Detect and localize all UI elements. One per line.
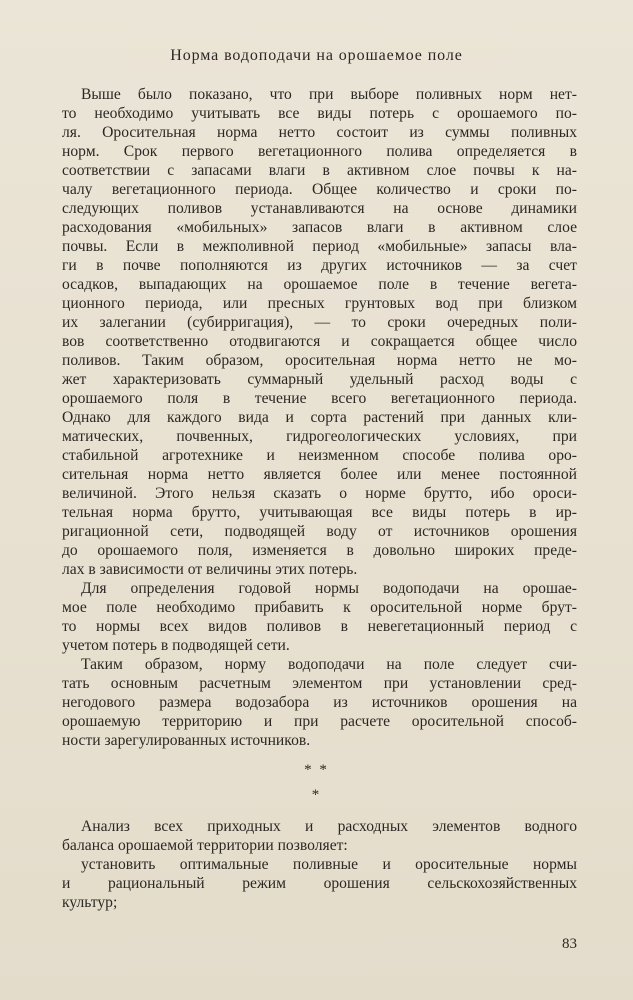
text-line: Анализ всех приходных и расходных элементов водного (81, 818, 577, 835)
text-line: поливов. Таким образом, оросительная норма нетто не мо- (62, 352, 577, 369)
text-line: лах в зависимости от величины этих потерь. (62, 561, 358, 578)
text-line: орошаемую территорию и при расчете оросительной способ- (62, 713, 577, 730)
text-line: чалу вегетационного периода. Общее количество и сроки по- (62, 181, 577, 198)
section-divider-stars-bottom: * (311, 787, 322, 803)
text-line: орошаемого поля в течение всего вегетационного периода. (62, 390, 577, 407)
text-line: ля. Оросительная норма нетто состоит из суммы поливных (62, 124, 577, 141)
section-divider-stars-top: * * (304, 762, 329, 778)
text-line: Выше было показано, что при выборе поливных норм нет- (81, 86, 577, 103)
section-title: Норма водоподачи на орошаемое поле (170, 47, 463, 64)
text-line: установить оптимальные поливные и оросительные нормы (81, 856, 577, 873)
text-line: почвы. Если в межполивной период «мобильные» запасы вла- (62, 238, 577, 255)
text-line: вов соответственно отодвигаются и сокращается общее число (62, 333, 577, 350)
text-line: норм. Срок первого вегетационного полива определяется в (62, 143, 577, 160)
text-line: баланса орошаемой территории позволяет: (62, 837, 348, 854)
text-line: матических, почвенных, гидрогеологических условиях, при (62, 428, 577, 445)
text-line: ционного периода, или пресных грунтовых вод при близком (62, 295, 577, 312)
text-line: до орошаемого поля, изменяется в довольно широких преде- (62, 542, 577, 559)
text-line: культур; (62, 894, 118, 911)
page-number: 83 (562, 936, 577, 952)
text-line: негодового размера водозабора из источников орошения на (62, 694, 577, 711)
text-line: ги в почве пополняются из других источников — за счет (62, 257, 577, 274)
text-line: следующих поливов устанавливаются на основе динамики (62, 200, 577, 217)
text-line: то необходимо учитывать все виды потерь с орошаемого по- (62, 105, 577, 122)
text-line: ригационной сети, подводящей воду от источников орошения (62, 523, 577, 540)
text-line: стабильной агротехнике и неизменном способе полива оро- (62, 447, 577, 464)
text-line: жет характеризовать суммарный удельный расход воды с (62, 371, 577, 388)
text-line: Для определения годовой нормы водоподачи на орошае- (81, 580, 577, 597)
text-line: расходования «мобильных» запасов влаги в активном слое (62, 219, 577, 236)
text-line: тать основным расчетным элементом при установлении сред- (62, 675, 577, 692)
text-line: Однако для каждого вида и сорта растений при данных кли- (62, 409, 577, 426)
text-line: ности зарегулированных источников. (62, 732, 311, 749)
text-line: то нормы всех видов поливов в невегетационный период с (62, 618, 577, 635)
text-line: тельная норма брутто, учитывающая все виды потерь в ир- (62, 504, 577, 521)
text-line: Таким образом, норму водоподачи на поле следует счи- (81, 656, 577, 673)
text-line: их залегании (субирригация), — то сроки очередных поли- (62, 314, 577, 331)
text-line: величиной. Этого нельзя сказать о норме брутто, ибо ороси- (62, 485, 577, 502)
text-line: учетом потерь в подводящей сети. (62, 637, 290, 654)
text-line: соответствии с запасами влаги в активном слое почвы к на- (62, 162, 577, 179)
text-line: осадков, выпадающих на орошаемое поле в течение вегета- (62, 276, 577, 293)
text-line: и рациональный режим орошения сельскохозяйственных (62, 875, 577, 892)
text-line: сительная норма нетто является более или менее постоянной (62, 466, 577, 483)
text-line: мое поле необходимо прибавить к оросительной норме брут- (62, 599, 577, 616)
